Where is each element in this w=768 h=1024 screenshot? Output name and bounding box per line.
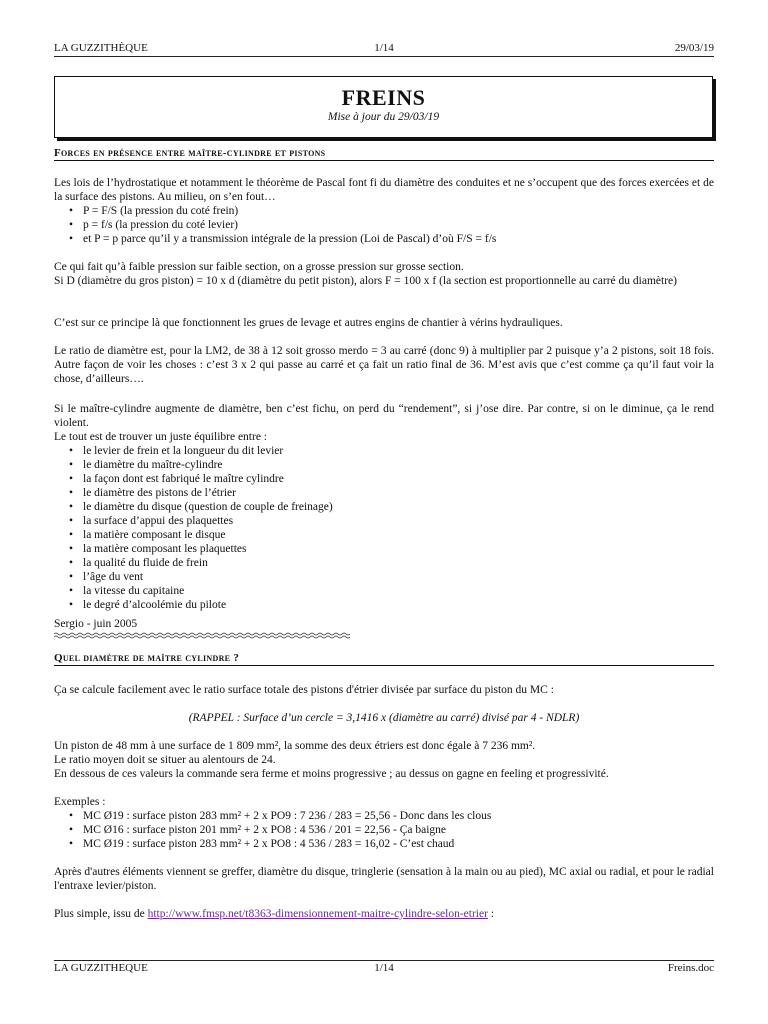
header-page-number: 1/14 [374,42,394,54]
section2-values [54,739,714,781]
paragraph-feeling: En dessous de ces valeurs la commande sera ferme et moins progressive ; au dessus on gagne en feeling et progressivité. [54,768,609,780]
list-item: • la qualité du fluide de frein [54,556,714,570]
fmsp-link[interactable]: http://www.fmsp.net/t8363-dimensionnement-maitre-cylindre-selon-etrier [147,908,488,920]
list-item: • l’âge du vent [54,570,714,584]
section1-balance [54,402,714,612]
examples-list [54,809,714,851]
link-prefix: Plus simple, issu de [54,908,148,920]
footer-left: LA GUZZITHEQUE [54,962,148,974]
list-item: • la matière composant le disque [54,528,714,542]
paragraph-ratio: Le ratio de diamètre est, pour la LM2, de 38 à 12 soit grosso merdo = 3 au carré (donc 9) à multiplier par 2 puisque y’a 2 pistons, soit 18 fois. Autre façon de voir les choses : c’est 3 x 2 qui passe au carré et ça fait un ratio final de 36. M’est avis que c’est comme ça qu’il faut voir la chose, d’ailleurs…. [54,345,714,385]
list-item: • le degré d’alcoolémie du pilote [54,598,714,612]
list-item: • MC Ø19 : surface piston 283 mm² + 2 x PO9 : 7 236 / 283 = 25,56 - Donc dans les clous [54,809,714,823]
list-item: • la façon dont est fabriqué le maître cylindre [54,472,714,486]
list-item: • et P = p parce qu’il y a transmission intégrale de la pression (Loi de Pascal) d’où F/S = f/s [54,232,714,246]
list-item: • le diamètre du maître-cylindre [54,458,714,472]
paragraph-autres-elements: Après d'autres éléments viennent se greffer, diamètre du disque, tringlerie (sensation à la main ou au pied), MC axial ou radial, et pour le radial l'entraxe levier/piston. [54,866,714,892]
list-item: • la surface d’appui des plaquettes [54,514,714,528]
document-title: FREINS [341,85,426,110]
header-left: LA GUZZITHÈQUE [54,42,148,54]
section2-examples [54,795,714,851]
list-item: • le diamètre du disque (question de couple de freinage) [54,500,714,514]
section-heading-forces: Forces en présence entre maître-cylindre et pistons [54,147,714,161]
list-item: • p = f/s (la pression du coté levier) [54,218,714,232]
paragraph-pressure: Ce qui fait qu’à faible pression sur faible section, on a grosse pression sur grosse section. [54,261,464,273]
list-item: • le diamètre des pistons de l’étrier [54,486,714,500]
paragraph-equilibre: Le tout est de trouver un juste équilibre entre : [54,431,268,443]
list-item: • MC Ø19 : surface piston 283 mm² + 2 x PO8 : 4 536 / 283 = 16,02 - C’est chaud [54,837,714,851]
footer-page-number: 1/14 [374,962,394,974]
paragraph-principle: C’est sur ce principe là que fonctionnent les grues de levage et autres engins de chantier à vérins hydrauliques. [54,317,563,329]
paragraph-ratio-moyen: Le ratio moyen doit se situer au alentours de 24. [54,754,276,766]
factors-list [54,444,714,612]
list-item: • le levier de frein et la longueur du dit levier [54,444,714,458]
list-item: • P = F/S (la pression du coté frein) [54,204,714,218]
title-box [54,76,713,138]
document-subtitle: Mise à jour du 29/03/19 [327,111,440,123]
paragraph-ratio-calc: Ça se calcule facilement avec le ratio surface totale des pistons d'étrier divisée par surface du piston du MC : [54,684,554,696]
examples-label: Exemples : [54,796,106,808]
paragraph-maitre-cylindre: Si le maître-cylindre augmente de diamètre, ben c’est fichu, on perd du “rendement”, si j’ose dire. Par contre, si on le diminue, ça le rend violent. [54,403,714,429]
page-header [54,42,714,57]
section-heading-diametre: Quel diamètre de maître cylindre ? [54,652,714,666]
paragraph-surface: Un piston de 48 mm à une surface de 1 809 mm², la somme des deux étriers est donc égale à 7 236 mm². [54,740,536,752]
page-footer [54,960,714,975]
list-item: • la matière composant les plaquettes [54,542,714,556]
paragraph-plus-simple [54,907,714,921]
section1-intro [54,176,714,246]
rappel-formula: (RAPPEL : Surface d’un cercle = 3,1416 x (diamètre au carré) divisé par 4 - NDLR) [188,712,580,724]
link-suffix: : [487,908,495,920]
paragraph-hydrostatique: Les lois de l’hydrostatique et notamment le théorème de Pascal font fi du diamètre des conduites et ne s’occupent que des forces exercées et de la surface des pistons. Au milieu, on s’en fout… [54,177,714,203]
list-item: • MC Ø16 : surface piston 201 mm² + 2 x PO8 : 4 536 / 201 = 22,56 - Ça baigne [54,823,714,837]
paragraph-diameter: Si D (diamètre du gros piston) = 10 x d (diamètre du petit piston), alors F = 100 x f (la section est proportionnelle au carré du diamètre) [54,275,677,287]
signature: Sergio - juin 2005 [54,618,138,630]
footer-filename: Freins.doc [667,962,714,974]
header-date: 29/03/19 [674,42,714,54]
wavy-divider [54,632,350,640]
section1-pressure [54,260,714,288]
list-item: • la vitesse du capitaine [54,584,714,598]
formula-list [54,204,714,246]
